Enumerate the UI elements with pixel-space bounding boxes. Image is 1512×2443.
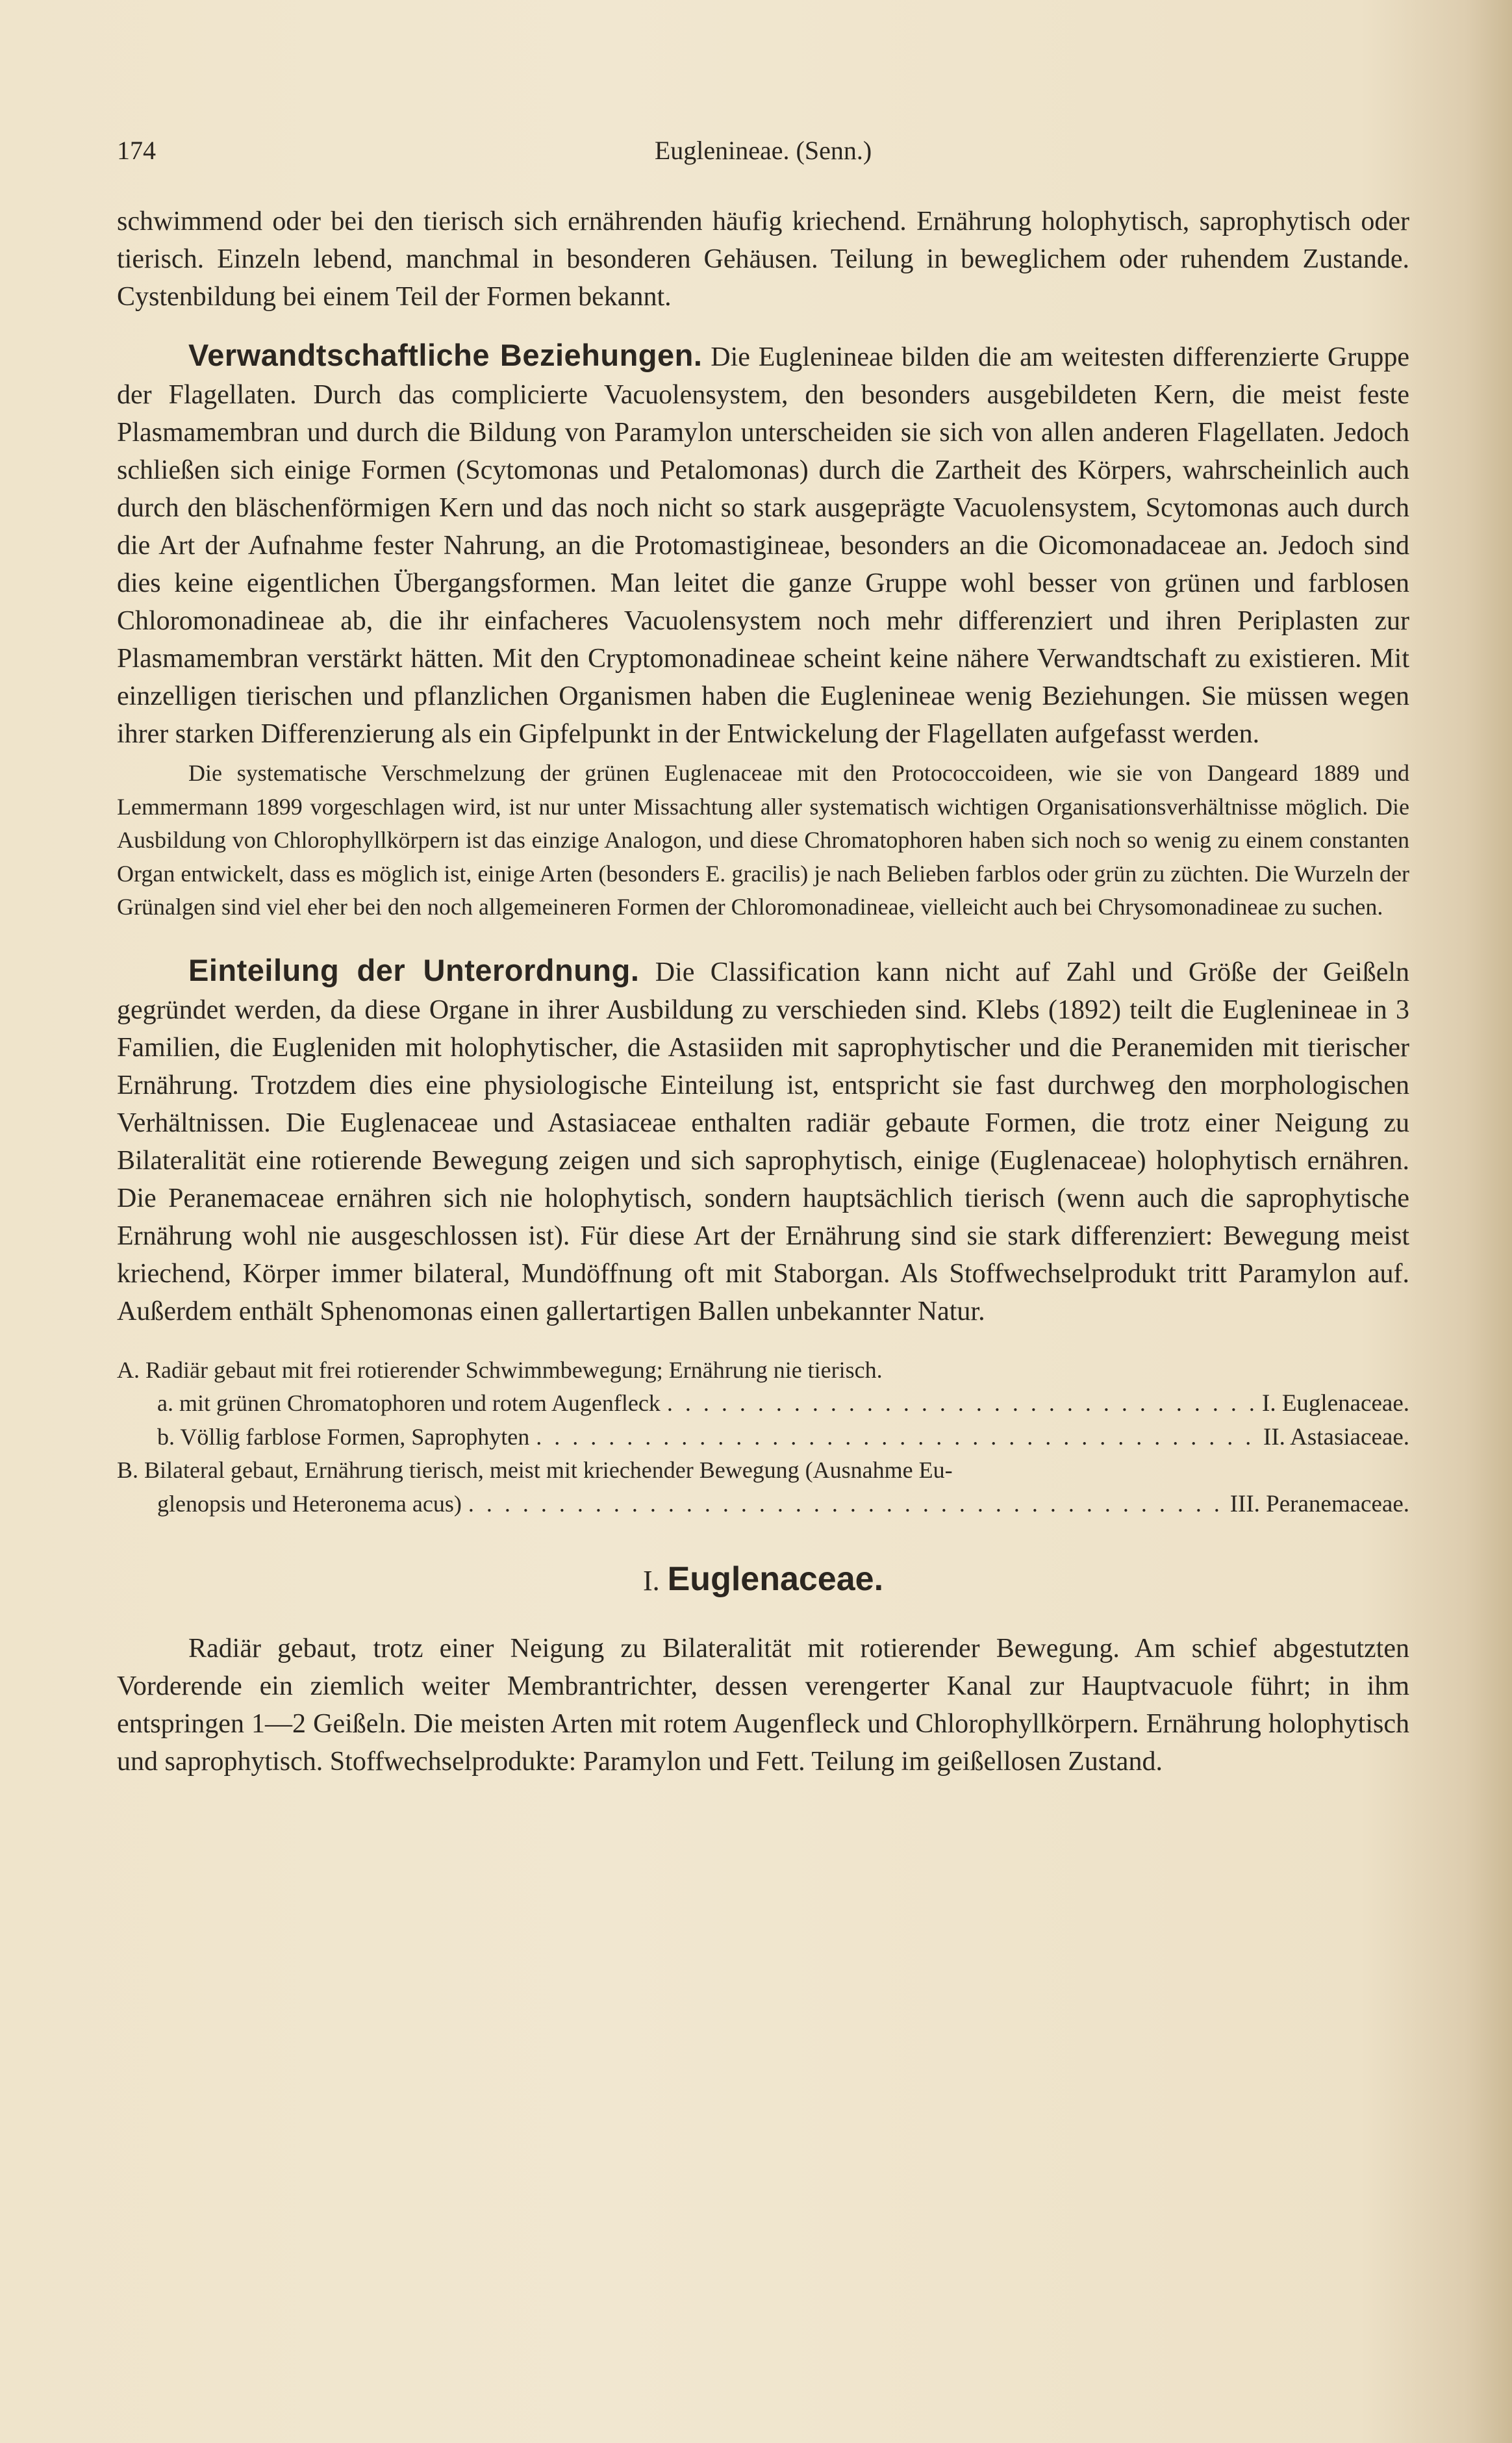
verwandtschaft-heading: Verwandtschaftliche Beziehungen. xyxy=(188,338,703,372)
section-number: I. xyxy=(642,1565,660,1597)
key-item-a-b xyxy=(117,1421,1409,1454)
running-title: Euglenineae. (Senn.) xyxy=(654,136,872,165)
verwandtschaft-paragraph xyxy=(117,336,1409,753)
key-item-result: III. Peranemaceae. xyxy=(1229,1490,1409,1517)
page-number: 174 xyxy=(117,136,156,165)
einteilung-text: Die Classification kann nicht auf Zahl und Größe der Geißeln gegründet werden, da diese Organe in ihrer Ausbildung zu verschieden sind. Klebs (1892) teilt die Euglenineae in 3 Familien, die Eugleniden mit holophytischer, die Astasiiden mit saprophytischer und die Peranemiden mit tierischer Ernährung. Trotzdem dies eine physiologische Einteilung ist, entspricht sie fast durchweg den morphologischen Verhältnissen. Die Euglenaceae und Astasiaceae enthalten radiär gebaute Formen, die trotz einer Neigung zu Bilateralität eine rotierende Bewegung zeigen und sich saprophytisch, einige (Euglenaceae) holophytisch ernähren. Die Peranemaceae ernähren sich nie holophytisch, sondern hauptsächlich tierisch (wenn auch die saprophytische Ernährung wohl nie ausgeschlossen ist). Für diese Art der Ernährung sind sie stark differenziert: Bewegung meist kriechend, Körper immer bilateral, Mundöffnung oft mit Staborgan. Als Stoffwechselprodukt tritt Paramylon auf. Außerdem enthält Sphenomonas einen gallertartigen Ballen unbekannter Natur. xyxy=(117,957,1410,1326)
family-key xyxy=(117,1354,1409,1521)
einteilung-heading: Einteilung der Unterordnung. xyxy=(188,952,640,987)
verwandtschaft-text: Die Euglenineae bilden die am weitesten differenzierte Gruppe der Flagellaten. Durch das complicierte Vacuolensystem, den besonders ausgebildeten Kern, die meist feste Plasmamembran und durch die Bildung von Paramylon unterscheiden sie sich von allen anderen Flagellaten. Jedoch schließen sich einige Formen (Scytomonas und Petalomonas) durch die Zartheit des Körpers, wahrscheinlich auch durch den bläschenförmigen Kern und das noch nicht so stark ausgeprägte Vacuolensystem, Scytomonas auch durch die Art der Aufnahme fester Nahrung, an die Protomastigineae, besonders an die Oicomonadaceae an. Jedoch sind dies keine eigentlichen Übergangsformen. Man leitet die ganze Gruppe wohl besser von grünen und farblosen Chloromonadineae ab, die ihr einfacheres Vacuolensystem noch mehr differenziert und ihren Periplasten zur Plasmamembran verstärkt hätten. Mit den Cryptomonadineae scheint keine nähere Verwandtschaft zu existieren. Mit einzelligen tierischen und pflanzlichen Organismen haben die Euglenineae wenig Beziehungen. Sie müssen wegen ihrer starken Differenzierung als ein Gipfelpunkt in der Entwickelung der Flagellaten aufgefasst werden. xyxy=(117,342,1409,749)
key-item-a-a xyxy=(117,1387,1409,1421)
section-paragraph: Radiär gebaut, trotz einer Neigung zu Bilateralität mit rotierender Bewegung. Am schief abgestutzten Vorderende ein ziemlich weiter Membrantrichter, dessen verengerter Kanal zur Hauptvacuole führt; in ihm entspringen 1—2 Geißeln. Die meisten Arten mit rotem Augenfleck und Chlorophyllkörpern. Ernährung holophytisch und saprophytisch. Stoffwechselprodukte: Paramylon und Fett. Teilung im geißellosen Zustand. xyxy=(117,1634,1409,1777)
key-item-label: glenopsis und Heteronema acus) xyxy=(157,1490,462,1517)
key-item-result: I. Euglenaceae. xyxy=(1262,1390,1409,1417)
running-header xyxy=(117,135,1409,174)
leader-dots xyxy=(536,1421,1257,1454)
key-line-b: B. Bilateral gebaut, Ernährung tierisch, meist mit kriechender Bewegung (Ausnahme Eu- xyxy=(117,1457,953,1483)
key-item-label: a. mit grünen Chromatophoren und rotem Augenfleck xyxy=(157,1390,661,1416)
intro-paragraph: schwimmend oder bei den tierisch sich ernährenden häufig kriechend. Ernährung holophytisch, saprophytisch oder tierisch. Einzeln lebend, manchmal in besonderen Gehäusen. Teilung in beweglichem oder ruhendem Zustande. Cystenbildung bei einem Teil der Formen bekannt. xyxy=(117,207,1409,312)
key-line-a: A. Radiär gebaut mit frei rotierender Schwimmbewegung; Ernährung nie tierisch. xyxy=(117,1356,883,1383)
leader-dots xyxy=(667,1387,1255,1421)
key-item-label: b. Völlig farblose Formen, Saprophyten xyxy=(157,1423,530,1450)
section-title-text: Euglenaceae. xyxy=(667,1560,884,1598)
einteilung-paragraph xyxy=(117,952,1409,1330)
page-body xyxy=(117,203,1409,1780)
leader-dots xyxy=(468,1487,1224,1521)
key-line-b-cont xyxy=(117,1487,1409,1521)
section-title xyxy=(117,1560,1409,1599)
key-item-result: II. Astasiaceae. xyxy=(1263,1423,1409,1450)
verwandtschaft-note: Die systematische Verschmelzung der grünen Euglenaceae mit den Protococcoideen, wie sie von Dangeard 1889 und Lemmermann 1899 vorgeschlagen wird, ist nur unter Missachtung aller systematisch wichtigen Organisationsverhältnisse möglich. Die Ausbildung von Chlorophyllkörpern ist das einzige Analogon, und diese Chromatophoren haben sich noch so wenig zu einem constanten Organ entwickelt, dass es möglich ist, einige Arten (besonders E. gracilis) je nach Belieben farblos oder grün zu züchten. Die Wurzeln der Grünalgen sind viel eher bei den noch allgemeineren Formen der Chloromonadineae, vielleicht auch bei Chrysomonadineae zu suchen. xyxy=(117,760,1409,920)
